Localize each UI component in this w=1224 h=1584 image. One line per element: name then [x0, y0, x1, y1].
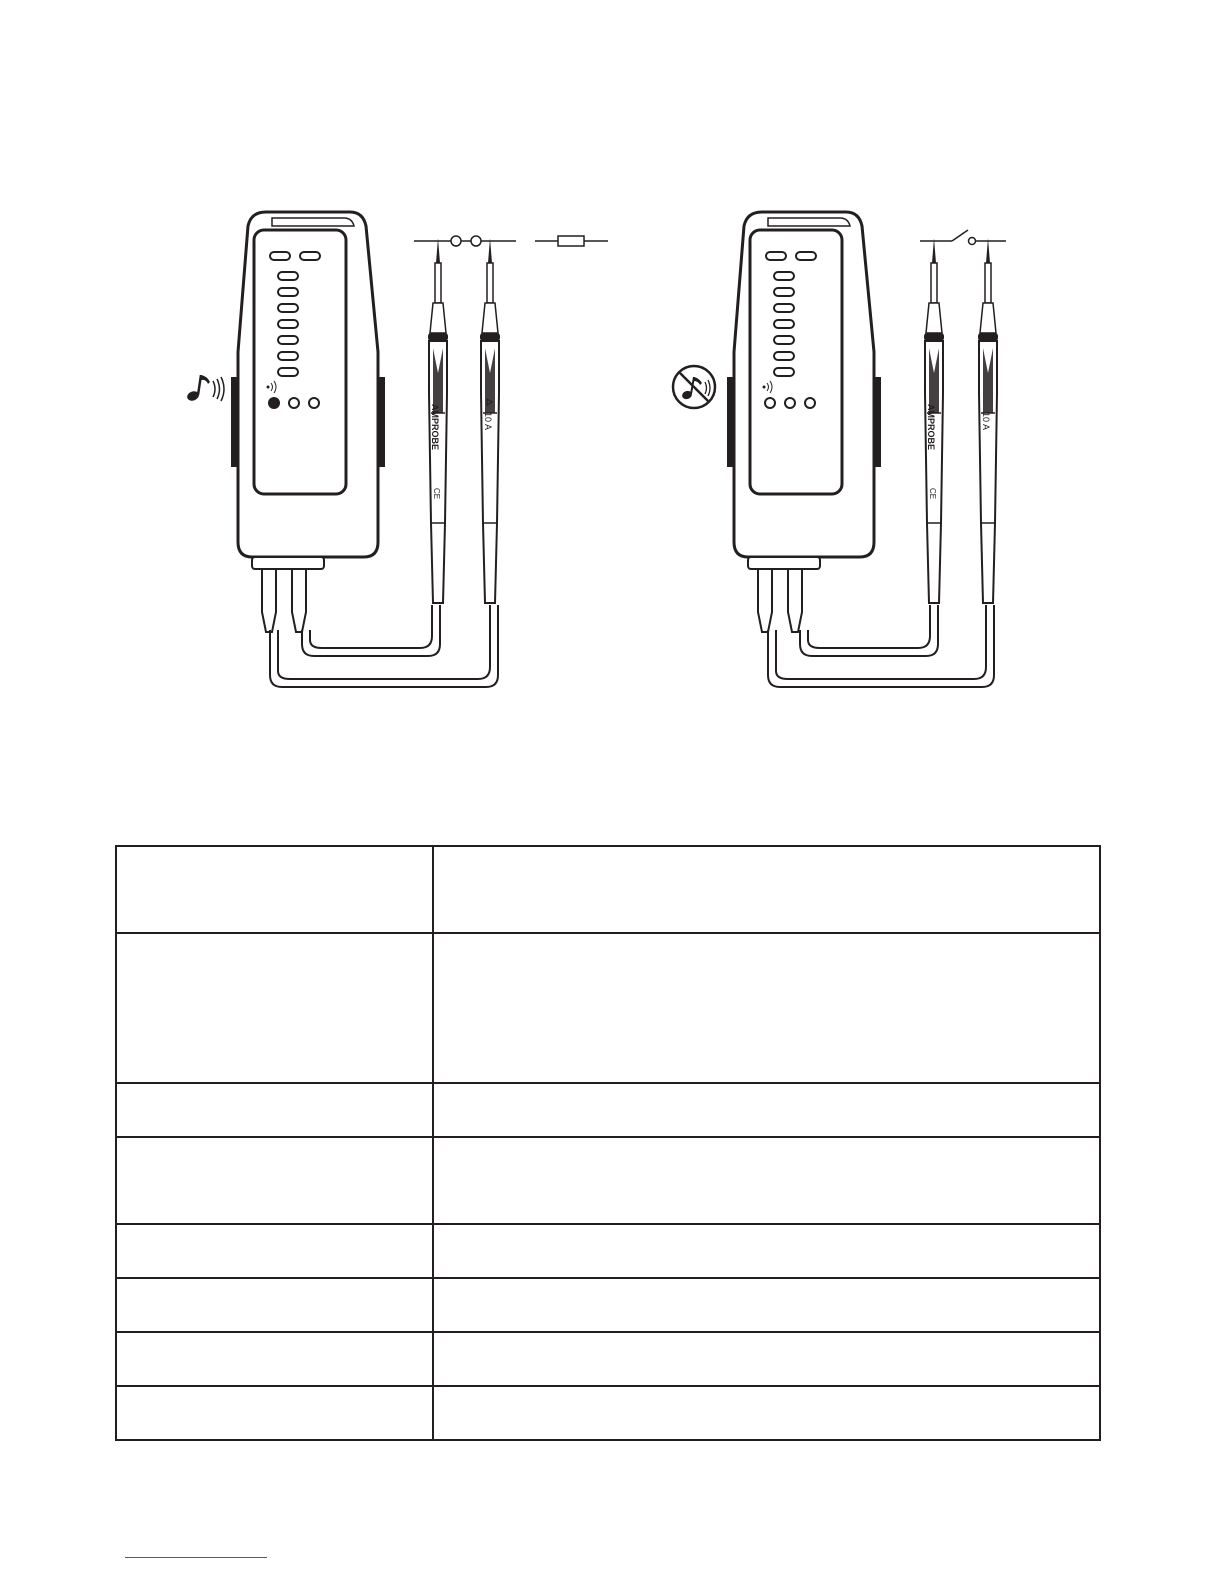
probe-brand-right: AMPROBE: [926, 404, 936, 451]
probe-rating-left: 10 A: [483, 412, 493, 431]
table-cell-label: [116, 1083, 433, 1137]
table-cell-label: [116, 933, 433, 1083]
probe-rating-right: 10 A: [981, 412, 991, 431]
table-row: [116, 1224, 1100, 1278]
left-tester: [186, 212, 608, 687]
tester-figure: [0, 0, 1224, 760]
table-cell-label: [116, 1278, 433, 1332]
table-cell-label: [116, 846, 433, 933]
table-cell-value: [433, 1083, 1100, 1137]
table-row: [116, 846, 1100, 933]
table-cell-value: [433, 1137, 1100, 1224]
table-cell-label: [116, 1137, 433, 1224]
table-row: [116, 1137, 1100, 1224]
table-row: [116, 1083, 1100, 1137]
spec-table: [115, 845, 1101, 1441]
table-cell-label: [116, 1224, 433, 1278]
sound-off-icon: [673, 366, 715, 408]
buzzer-led-on: [268, 397, 280, 409]
open-switch-symbol: [920, 230, 1006, 245]
table-cell-value: [433, 1386, 1100, 1440]
table-row: [116, 1278, 1100, 1332]
probe-brand-left: AMPROBE: [430, 404, 440, 451]
table-row: [116, 1332, 1100, 1386]
table-row: [116, 1386, 1100, 1440]
right-tester: [673, 212, 1006, 687]
table-cell-value: [433, 1332, 1100, 1386]
table-row: [116, 933, 1100, 1083]
footer-rule: [125, 1557, 267, 1558]
ce-mark-right: CE: [928, 488, 937, 500]
sound-on-icon: [186, 375, 224, 402]
table-cell-value: [433, 846, 1100, 933]
ce-mark-left: CE: [432, 488, 441, 500]
table-cell-value: [433, 1224, 1100, 1278]
table-cell-value: [433, 1278, 1100, 1332]
table-cell-value: [433, 933, 1100, 1083]
fuse-symbol: [535, 236, 608, 246]
table-cell-label: [116, 1332, 433, 1386]
test-circuit-terminals: [414, 236, 516, 246]
table-cell-label: [116, 1386, 433, 1440]
